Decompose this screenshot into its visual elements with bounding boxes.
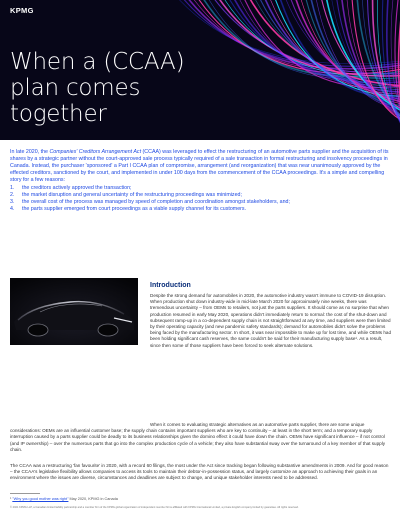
list-number: 4. [10,206,15,212]
body-paragraph: Despite the strong demand for automobiles in 2020, the automotive industry wasn't immune to COVID-19 disruption. When production shut down industry-wide in mid-late March 2020 for approximately nine weeks, there was tremendous uncertainty – from OEMs to retailers, not just the parts suppliers. It should come as no surprise that when production resumed in early May 2020, operations didn't immediately return to normal: the cost of the shut-down and subsequent ramp-up in a co-dependent supply chain is not straightforward at any time, and suppliers were then limited by their operating capacity (and new pandemic safety standards); demand for automobiles didn't solve the problems being faced by the manufacturing sector. In short, it was near impossible to make up for lost time, and while OEMs had been holding significant cash reserves, the same couldn't be said for their manufacturing supply base¹. As a result, since then some of those suppliers have been forced to seek alternate solutions. [150,293,392,348]
list-text: the creditors actively approved the transaction; [22,185,132,191]
list-text: the overall cost of the process was managed by speed of completion and coordination amongst stakeholders, and; [22,199,290,205]
car-silhouette-graphic [10,278,138,345]
footnote-link[interactable]: "Why you good mother was right" [12,497,69,501]
intro-lead: In late 2020, the [10,149,50,155]
list-number: 2. [10,192,15,198]
car-image [10,278,138,345]
list-text: the parts supplier emerged from court proceedings as a viable supply channel for its customers. [22,206,247,212]
footnote-divider [10,493,40,494]
footnote-source: May 2020, KPMG in Canada [68,497,118,501]
footnote-mark: ¹ [10,497,13,501]
legal-notice: © 2021 KPMG LLP, a Canadian limited liability partnership and a member firm of the KPMG global organization of independent member firms affiliated with KPMG International Limited, a private English company limited by guarantee. All rights reserved. [10,506,299,509]
footnote [10,497,118,501]
list-text: the market disruption and general uncertainty of the restructuring proceedings was minimized; [22,192,242,198]
list-item [10,199,392,206]
section-heading: Introduction [150,282,191,289]
list-number: 3. [10,199,15,205]
list-item [10,206,392,213]
list-item [10,192,392,199]
reasons-list [10,185,392,213]
page-title: When a (CCAA) plan comes together [10,49,185,127]
list-item [10,185,392,192]
body-paragraph: When it comes to evaluating strategic alternatives as an automotive parts supplier, there are some unique considerations: OEMs are an influential customer base; the supply chain contains important suppliers who are key to continuity – at least in the short term; and a temporary supply interruption caused by a parts supplier could be deadly to its business relationships given the domino effect it could have down the chain. OEMs have significant influence – if not control (and IP ownership) – over the numerous parts that go into the complex production cycle of a vehicle; they also have substantial sway over the turnaround of a key member of that supply chain. [10,422,386,452]
intro-block [10,149,392,213]
intro-paragraph [10,149,392,184]
intro-rest: (CCAA) was leveraged to effect the restructuring of an automotive parts supplier and the acquisition of its shares by a strategic partner without the court-approved sale process typically required of a sale transaction in formal restructuring and insolvency proceedings in Canada. Instead, the purchaser 'sponsored' a Part I CCAA plan of compromise, arrangement (and reorganization) that was near unanimously approved by the effected creditors, sanctioned by the court, and implemented in under 100 days from the commencement of the CCAA proceedings. It's a simple and compelling story for a few reasons: [10,149,389,183]
hero-banner [0,0,400,140]
body-paragraph: The CCAA was a restructuring 'fan favourite' in 2020, with a record 60 filings, the most under the Act since tracking began following substantive amendments in 2009. And for good reason – the CCAA's legislative flexibility allows companies to access its tools to maintain their debtor-in-possession status, and largely customize an approach to achieving their goals in an environment where the issues are diverse, circumstances and deadlines are subject to change, and unique stakeholder interests need to be addressed. [10,463,389,481]
list-number: 1. [10,185,15,191]
act-name: Companies' Creditors Arrangement Act [49,149,142,155]
kpmg-logo: KPMG [10,6,34,15]
